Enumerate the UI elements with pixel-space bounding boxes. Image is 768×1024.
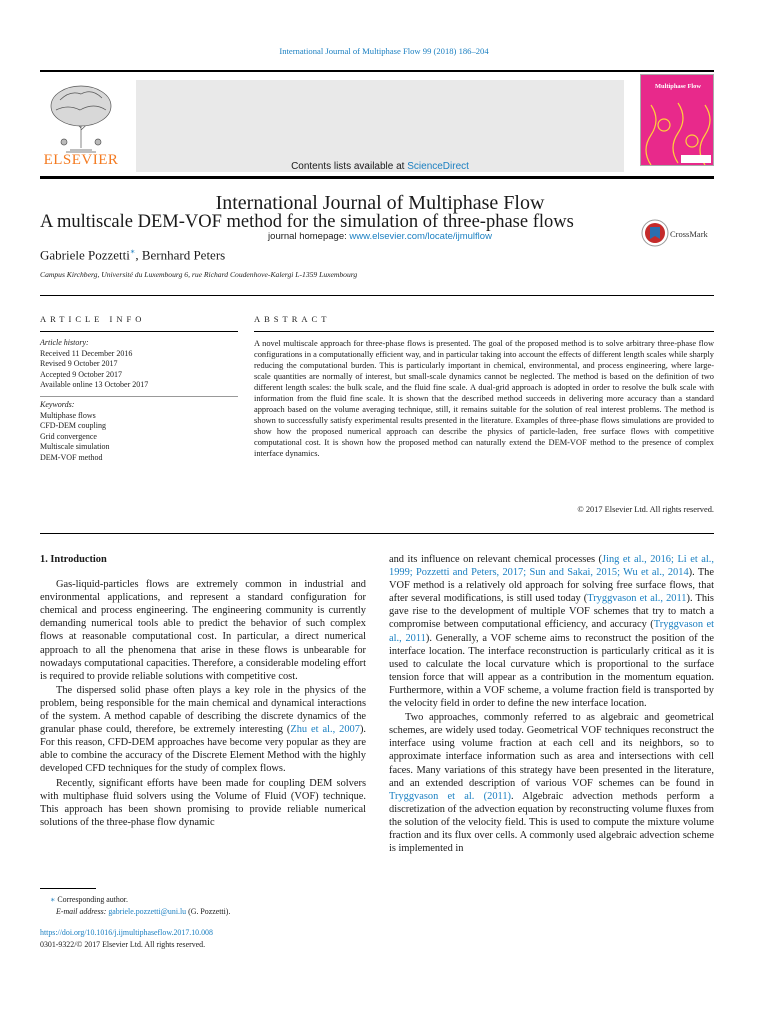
footnote-marker: ∗ — [50, 895, 56, 904]
body-text: . Algebraic advection methods perform a discretization of the advection equation by reconstructing volume fluxes from the solution of the velocity field. This is used to compute the mixture volume fraction and its flux over cells. A commonly used algebraic advection scheme is implemented in — [389, 790, 714, 855]
abstract-heading: ABSTRACT — [254, 314, 331, 324]
journal-title: International Journal of Multiphase Flow — [215, 192, 545, 214]
body-paragraph — [389, 711, 714, 855]
section-heading-introduction: 1. Introduction — [40, 554, 107, 565]
body-text: Two approaches, commonly referred to as algebraic and geometrical schemes, are widely used today. Geometrical VOF techniques reconstruct the interface using volume fraction at each cell and its neighbors, so to approximate interface information such as area and intersections with cell faces. Many variations of this strategy have been presented in the literature, and an extended description of various VOF schemes can be found in — [389, 712, 714, 789]
body-column-right — [389, 553, 714, 856]
doi-block — [40, 927, 213, 950]
header-top-rule — [40, 70, 714, 72]
history-item: Available online 13 October 2017 — [40, 380, 149, 390]
citation-link[interactable]: Jing et al., 2016; Li et al., 1999; Pozzetti and Peters, 2017; Sun and Sakai, 2015; Wu et al., 2014 — [389, 554, 714, 579]
body-text: ). The VOF method is a relatively old approach for solving free surface flows, that after several modifications, is still used today ( — [389, 567, 714, 605]
body-text: and its influence on relevant chemical processes ( — [389, 554, 603, 565]
journal-cover-image[interactable] — [640, 74, 714, 166]
article-info-rule — [40, 331, 238, 332]
crossmark-label[interactable]: CrossMark — [670, 229, 708, 239]
citation-link[interactable]: Tryggvason et al. (2011) — [389, 790, 511, 802]
keyword-item: Multiphase flows — [40, 410, 96, 420]
corresponding-author-marker[interactable]: ∗ — [129, 247, 136, 256]
citation-link[interactable]: Tryggvason et al., 2011 — [389, 619, 714, 644]
corresponding-text: Corresponding author. — [57, 895, 128, 904]
homepage-link[interactable]: www.elsevier.com/locate/ijmulflow — [349, 231, 492, 242]
keyword-item: DEM-VOF method — [40, 452, 103, 462]
elsevier-wordmark: ELSEVIER — [43, 152, 119, 168]
section-rule — [40, 295, 714, 296]
contents-line — [136, 161, 624, 172]
keyword-item: Multiscale simulation — [40, 442, 110, 452]
footnotes — [40, 894, 366, 917]
keywords-label: Keywords: — [40, 399, 75, 409]
body-text: ). For this reason, CFD-DEM approaches have become very popular as they are able to combine the accuracy of the Discrete Element Method with the highly developed CFD techniques for the study of complex flows. — [40, 724, 366, 775]
history-label: Article history: — [40, 338, 89, 347]
author-list — [40, 247, 225, 263]
homepage-prefix: journal homepage: — [268, 231, 350, 242]
body-top-rule — [40, 533, 714, 534]
keyword-item: Grid convergence — [40, 431, 97, 441]
body-paragraph — [389, 553, 714, 710]
body-text: The dispersed solid phase often plays a key role in the physics of the problem, being responsible for the main chemical and dynamical interactions of the system. A method capable of describing the discrete dynamics of the granular phase could, therefore, be extremely interesting ( — [40, 684, 366, 736]
header-bottom-rule — [40, 176, 714, 179]
sciencedirect-link[interactable]: ScienceDirect — [407, 161, 469, 172]
contents-prefix: Contents lists available at — [291, 161, 408, 172]
article-info-heading: ARTICLE INFO — [40, 314, 146, 324]
author-name: , Bernhard Peters — [135, 247, 226, 263]
abstract-body: A novel multiscale approach for three-phase flows is presented. The goal of the proposed method is to solve arbitrary three-phase flow configurations in a computationally efficient way, and in particular taking into account the effects of different length scales while sharply reducing the computational burden. This is particularly important in chemical, environmental, and process engineering, where large-scale quantities are normally of interest, but small-scale dynamics cannot be neglected. The method is based on the definition of two different length scales: the bulk scale, and the fluid fine scale. A dual-grid approach is adopted in order to resolve the bulk scale with information from the fluid fine scale. It is shown that the described method succeeds in delivering more accuracy than a standard approach based on the volume averaging technique, still, it remains suitable for the solution of real interest problems. The method is shown to successfully satisfy experimental results presented in the literature. Examples of three-phase flows simulations are provided to show how the proposed numerical approach can describe the physics of particle-laden, free surface flows with competitive computational cost. It is shown how the proposed method can naturally extend the DEM-VOF method to the presence of complex interface dynamics. — [254, 339, 714, 459]
body-paragraph — [40, 684, 366, 776]
email-suffix: (G. Pozzetti). — [186, 906, 231, 916]
author-name: Gabriele Pozzetti — [40, 247, 130, 263]
journal-citation-link[interactable]: International Journal of Multiphase Flow 99 (2018) 186–204 — [279, 46, 489, 56]
body-column-left — [40, 553, 366, 830]
abstract-copyright: © 2017 Elsevier Ltd. All rights reserved. — [577, 505, 714, 514]
citation-link[interactable]: Zhu et al., 2007 — [290, 724, 360, 736]
doi-link[interactable]: https://doi.org/10.1016/j.ijmultiphaseflow.2017.10.008 — [40, 928, 213, 937]
citation-link[interactable]: Tryggvason et al., 2011 — [587, 593, 687, 605]
history-item: Revised 9 October 2017 — [40, 359, 118, 369]
issn-copyright: 0301-9322/© 2017 Elsevier Ltd. All rights reserved. — [40, 939, 206, 949]
body-paragraph: Recently, significant efforts have been made for coupling DEM solvers with multiphase fluid solvers using the Volume of Fluid (VOF) technique. This approach has been shown promising to provide reliable numerical solutions of the three-phase flow dynamic — [40, 777, 366, 828]
affiliation: Campus Kirchberg, Université du Luxembourg 6, rue Richard Coudenhove-Kalergi L-1359 Luxembourg — [40, 270, 358, 279]
history-item: Accepted 9 October 2017 — [40, 369, 122, 379]
email-footnote — [40, 906, 366, 918]
history-item: Received 11 December 2016 — [40, 348, 133, 358]
body-paragraph: Gas-liquid-particles flows are extremely common in industrial and environmental applications, and represent a standard configuration for chemical and process engineering. The engineering community is currently demanding numerical tools able to predict the behavior of such complex flows at reasonable computational cost. In particular, a direct numerical approach to all the phenomena that arise in these flows is unbearable for nowadays computational capacities. Therefore, a considerable modeling effort is required to provide reliable solutions with competitive cost. — [40, 579, 366, 682]
body-text: ). This gave rise to the development of multiple VOF schemes that try to match a compromise between computational efficiency, and accuracy ( — [389, 593, 714, 631]
keywords-rule — [40, 396, 238, 397]
cover-title: Multiphase Flow — [655, 83, 701, 90]
email-label: E-mail address: — [56, 906, 109, 916]
article-title: A multiscale DEM-VOF method for the simulation of three-phase flows — [40, 212, 574, 232]
footnote-rule — [40, 888, 96, 889]
article-info-block — [40, 338, 240, 464]
abstract-rule — [254, 331, 714, 332]
keyword-item: CFD-DEM coupling — [40, 421, 106, 431]
body-text: ). Generally, a VOF scheme aims to reconstruct the position of the interface location. The interface reconstruction is particularly critical as it is used to calculate the local curvature which is proportional to the surface tension force that will appear as a contribution in the momentum equation. Furthermore, within a VOF scheme, a volume fraction field is transported by the velocity field in order to define the new interface location. — [389, 632, 715, 710]
corresponding-footnote — [40, 894, 366, 906]
email-link[interactable]: gabriele.pozzetti@uni.lu — [108, 906, 187, 916]
